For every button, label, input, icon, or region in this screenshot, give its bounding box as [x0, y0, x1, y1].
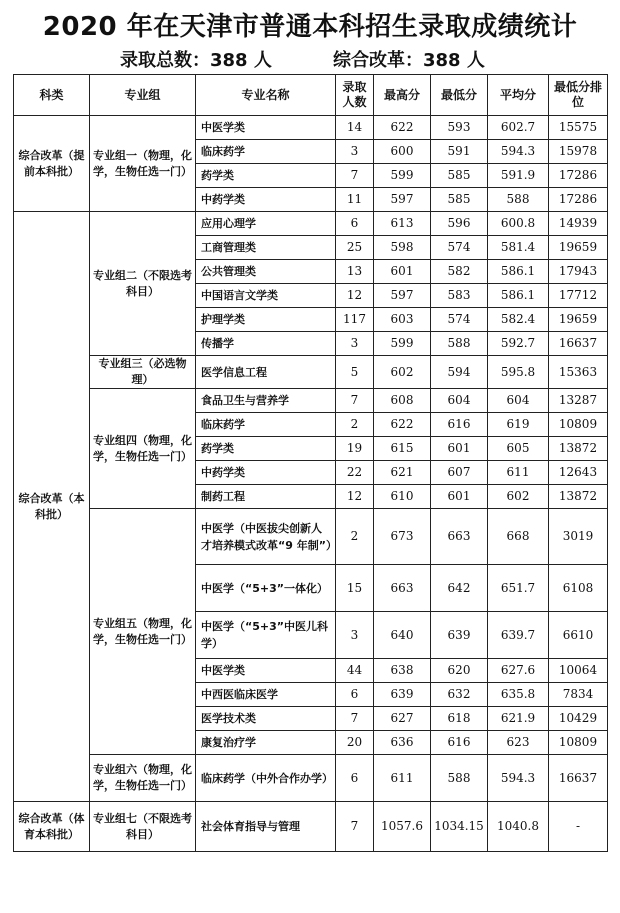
rank-cell: 6610	[549, 612, 608, 659]
max-score-cell: 627	[374, 707, 431, 731]
count-cell: 15	[336, 565, 374, 612]
major-name-cell: 食品卫生与营养学	[196, 389, 336, 413]
avg-score-cell: 602	[488, 485, 549, 509]
count-cell: 14	[336, 116, 374, 140]
rank-cell: 13287	[549, 389, 608, 413]
major-name-cell: 应用心理学	[196, 212, 336, 236]
min-score-cell: 601	[431, 485, 488, 509]
min-score-cell: 639	[431, 612, 488, 659]
min-score-cell: 620	[431, 659, 488, 683]
max-score-cell: 600	[374, 140, 431, 164]
avg-score-cell: 639.7	[488, 612, 549, 659]
max-score-cell: 622	[374, 116, 431, 140]
major-name-cell: 中医学（“5+3”中医儿科学）	[196, 612, 336, 659]
major-name-cell: 医学信息工程	[196, 356, 336, 389]
group-cell: 专业组三（必选物理）	[90, 356, 196, 389]
count-cell: 22	[336, 461, 374, 485]
max-score-cell: 611	[374, 755, 431, 802]
group-cell: 专业组七（不限选考科目）	[90, 802, 196, 852]
count-cell: 44	[336, 659, 374, 683]
count-cell: 5	[336, 356, 374, 389]
rank-cell: -	[549, 802, 608, 852]
avg-score-cell: 619	[488, 413, 549, 437]
table-row	[14, 212, 608, 236]
avg-score-cell: 586.1	[488, 284, 549, 308]
min-score-cell: 574	[431, 308, 488, 332]
major-name-cell: 护理学类	[196, 308, 336, 332]
rank-cell: 17286	[549, 188, 608, 212]
min-score-cell: 604	[431, 389, 488, 413]
col-header-category: 科类	[14, 75, 90, 116]
min-score-cell: 583	[431, 284, 488, 308]
max-score-cell: 639	[374, 683, 431, 707]
min-score-cell: 582	[431, 260, 488, 284]
avg-score-cell: 586.1	[488, 260, 549, 284]
major-name-cell: 传播学	[196, 332, 336, 356]
group-cell: 专业组六（物理，化学，生物任选一门）	[90, 755, 196, 802]
summary-line	[0, 46, 620, 72]
max-score-cell: 621	[374, 461, 431, 485]
table-row	[14, 509, 608, 565]
count-cell: 3	[336, 332, 374, 356]
max-score-cell: 597	[374, 188, 431, 212]
rank-cell: 7834	[549, 683, 608, 707]
rank-cell: 17286	[549, 164, 608, 188]
col-header-rank: 最低分排位	[549, 75, 608, 116]
category-cell: 综合改革（本科批）	[14, 212, 90, 802]
avg-score-cell: 621.9	[488, 707, 549, 731]
min-score-cell: 663	[431, 509, 488, 565]
col-header-avg: 平均分	[488, 75, 549, 116]
avg-score-cell: 651.7	[488, 565, 549, 612]
rank-cell: 12643	[549, 461, 608, 485]
avg-score-cell: 611	[488, 461, 549, 485]
avg-score-cell: 594.3	[488, 140, 549, 164]
avg-score-cell: 602.7	[488, 116, 549, 140]
rank-cell: 16637	[549, 332, 608, 356]
major-name-cell: 中药学类	[196, 461, 336, 485]
count-cell: 6	[336, 683, 374, 707]
max-score-cell: 640	[374, 612, 431, 659]
admission-table	[13, 74, 608, 852]
count-cell: 7	[336, 707, 374, 731]
major-name-cell: 中医学类	[196, 116, 336, 140]
table-row	[14, 389, 608, 413]
max-score-cell: 613	[374, 212, 431, 236]
avg-score-cell: 605	[488, 437, 549, 461]
max-score-cell: 608	[374, 389, 431, 413]
major-name-cell: 中西医临床医学	[196, 683, 336, 707]
count-cell: 2	[336, 413, 374, 437]
major-name-cell: 制药工程	[196, 485, 336, 509]
major-name-cell: 社会体育指导与管理	[196, 802, 336, 852]
group-cell: 专业组二（不限选考科目）	[90, 212, 196, 356]
min-score-cell: 1034.15	[431, 802, 488, 852]
avg-score-cell: 604	[488, 389, 549, 413]
count-cell: 117	[336, 308, 374, 332]
major-name-cell: 临床药学	[196, 413, 336, 437]
category-cell: 综合改革（提前本科批）	[14, 116, 90, 212]
rank-cell: 10809	[549, 413, 608, 437]
rank-cell: 16637	[549, 755, 608, 802]
max-score-cell: 673	[374, 509, 431, 565]
max-score-cell: 1057.6	[374, 802, 431, 852]
min-score-cell: 618	[431, 707, 488, 731]
min-score-cell: 616	[431, 731, 488, 755]
max-score-cell: 622	[374, 413, 431, 437]
avg-score-cell: 588	[488, 188, 549, 212]
min-score-cell: 632	[431, 683, 488, 707]
max-score-cell: 615	[374, 437, 431, 461]
table-row	[14, 802, 608, 852]
major-name-cell: 公共管理类	[196, 260, 336, 284]
table-header-row	[14, 75, 608, 116]
avg-score-cell: 627.6	[488, 659, 549, 683]
group-cell: 专业组四（物理，化学，生物任选一门）	[90, 389, 196, 509]
avg-score-cell: 595.8	[488, 356, 549, 389]
avg-score-cell: 623	[488, 731, 549, 755]
major-name-cell: 临床药学（中外合作办学）	[196, 755, 336, 802]
table-row	[14, 116, 608, 140]
avg-score-cell: 1040.8	[488, 802, 549, 852]
min-score-cell: 607	[431, 461, 488, 485]
rank-cell: 17712	[549, 284, 608, 308]
min-score-cell: 588	[431, 755, 488, 802]
rank-cell: 19659	[549, 236, 608, 260]
avg-score-cell: 592.7	[488, 332, 549, 356]
min-score-cell: 593	[431, 116, 488, 140]
min-score-cell: 585	[431, 164, 488, 188]
max-score-cell: 663	[374, 565, 431, 612]
major-name-cell: 中医学类	[196, 659, 336, 683]
major-name-cell: 工商管理类	[196, 236, 336, 260]
reform-admitted: 综合改革：388 人	[333, 50, 485, 71]
major-name-cell: 中药学类	[196, 188, 336, 212]
count-cell: 20	[336, 731, 374, 755]
rank-cell: 10064	[549, 659, 608, 683]
min-score-cell: 596	[431, 212, 488, 236]
page-title: 2020 年在天津市普通本科招生录取成绩统计	[42, 12, 578, 42]
rank-cell: 19659	[549, 308, 608, 332]
table-row	[14, 755, 608, 802]
major-name-cell: 中医学（“5+3”一体化）	[196, 565, 336, 612]
major-name-cell: 临床药学	[196, 140, 336, 164]
count-cell: 3	[336, 140, 374, 164]
count-cell: 12	[336, 485, 374, 509]
total-admitted: 录取总数：388 人	[120, 50, 272, 71]
rank-cell: 6108	[549, 565, 608, 612]
category-cell: 综合改革（体育本科批）	[14, 802, 90, 852]
avg-score-cell: 635.8	[488, 683, 549, 707]
max-score-cell: 610	[374, 485, 431, 509]
max-score-cell: 597	[374, 284, 431, 308]
min-score-cell: 594	[431, 356, 488, 389]
max-score-cell: 599	[374, 164, 431, 188]
avg-score-cell: 591.9	[488, 164, 549, 188]
col-header-max: 最高分	[374, 75, 431, 116]
rank-cell: 17943	[549, 260, 608, 284]
count-cell: 12	[336, 284, 374, 308]
rank-cell: 13872	[549, 485, 608, 509]
avg-score-cell: 581.4	[488, 236, 549, 260]
count-cell: 13	[336, 260, 374, 284]
major-name-cell: 药学类	[196, 164, 336, 188]
min-score-cell: 588	[431, 332, 488, 356]
rank-cell: 15575	[549, 116, 608, 140]
min-score-cell: 591	[431, 140, 488, 164]
max-score-cell: 638	[374, 659, 431, 683]
major-name-cell: 中医学（中医拔尖创新人才培养模式改革“9 年制”）	[196, 509, 336, 565]
count-cell: 3	[336, 612, 374, 659]
rank-cell: 15978	[549, 140, 608, 164]
major-name-cell: 中国语言文学类	[196, 284, 336, 308]
group-cell: 专业组五（物理，化学，生物任选一门）	[90, 509, 196, 755]
rank-cell: 10429	[549, 707, 608, 731]
count-cell: 7	[336, 802, 374, 852]
count-cell: 6	[336, 212, 374, 236]
major-name-cell: 药学类	[196, 437, 336, 461]
min-score-cell: 642	[431, 565, 488, 612]
rank-cell: 13872	[549, 437, 608, 461]
avg-score-cell: 594.3	[488, 755, 549, 802]
count-cell: 11	[336, 188, 374, 212]
count-cell: 19	[336, 437, 374, 461]
col-header-min: 最低分	[431, 75, 488, 116]
count-cell: 25	[336, 236, 374, 260]
group-cell: 专业组一（物理，化学，生物任选一门）	[90, 116, 196, 212]
count-cell: 7	[336, 389, 374, 413]
max-score-cell: 601	[374, 260, 431, 284]
min-score-cell: 601	[431, 437, 488, 461]
count-cell: 6	[336, 755, 374, 802]
max-score-cell: 602	[374, 356, 431, 389]
rank-cell: 14939	[549, 212, 608, 236]
count-cell: 7	[336, 164, 374, 188]
max-score-cell: 599	[374, 332, 431, 356]
table-row	[14, 356, 608, 389]
col-header-group: 专业组	[90, 75, 196, 116]
major-name-cell: 医学技术类	[196, 707, 336, 731]
min-score-cell: 616	[431, 413, 488, 437]
avg-score-cell: 600.8	[488, 212, 549, 236]
col-header-major: 专业名称	[196, 75, 336, 116]
table-body	[14, 116, 608, 852]
min-score-cell: 585	[431, 188, 488, 212]
max-score-cell: 603	[374, 308, 431, 332]
rank-cell: 3019	[549, 509, 608, 565]
major-name-cell: 康复治疗学	[196, 731, 336, 755]
avg-score-cell: 668	[488, 509, 549, 565]
rank-cell: 10809	[549, 731, 608, 755]
rank-cell: 15363	[549, 356, 608, 389]
max-score-cell: 636	[374, 731, 431, 755]
avg-score-cell: 582.4	[488, 308, 549, 332]
min-score-cell: 574	[431, 236, 488, 260]
max-score-cell: 598	[374, 236, 431, 260]
count-cell: 2	[336, 509, 374, 565]
col-header-count: 录取人数	[336, 75, 374, 116]
